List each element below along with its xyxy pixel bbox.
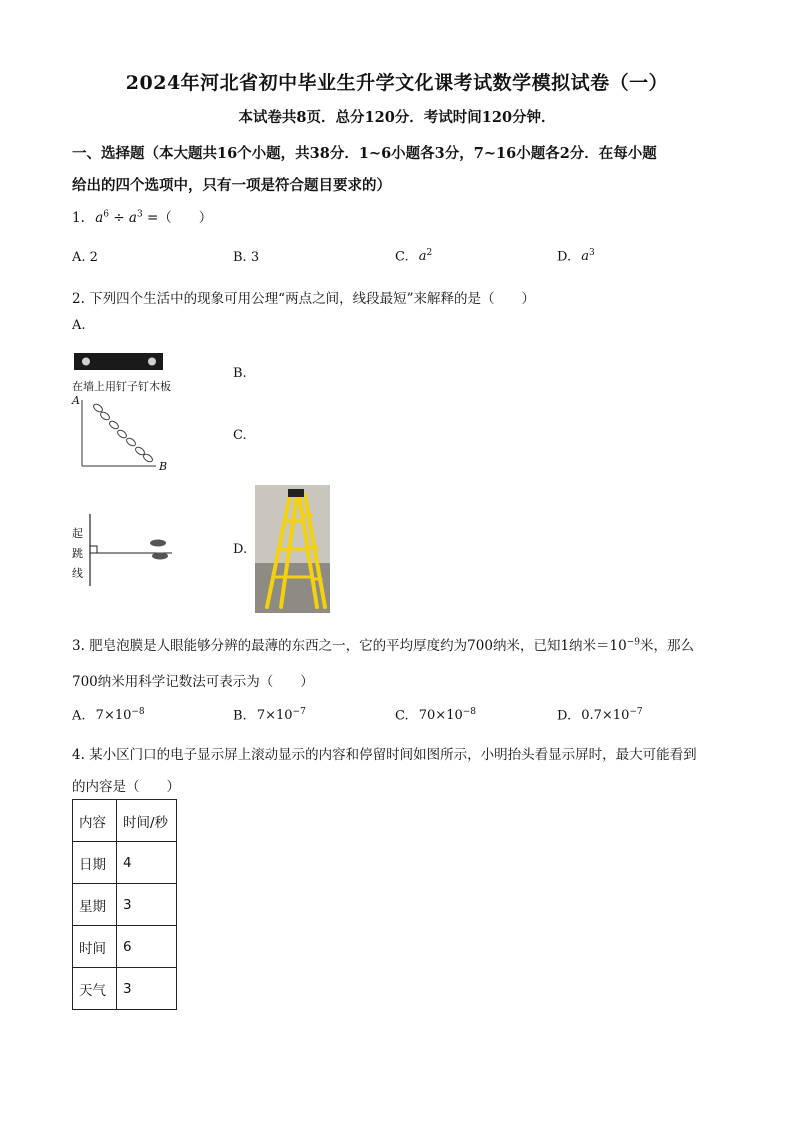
table-row bbox=[73, 926, 177, 968]
point-a-label: A bbox=[72, 394, 80, 407]
question-3-stem-line2: 700纳米用科学记数法可表示为（ ） bbox=[72, 674, 314, 690]
table-cell: 3 bbox=[117, 968, 177, 1010]
table-cell: 4 bbox=[117, 842, 177, 884]
table-row bbox=[73, 842, 177, 884]
exam-title: 2024年河北省初中毕业生升学文化课考试数学模拟试卷（一） bbox=[125, 72, 669, 94]
section-heading-line1: 一、选择题（本大题共16个小题，共38分．1~6小题各3分，7~16小题各2分．在每小题 bbox=[72, 145, 657, 162]
table-header-cell: 内容 bbox=[73, 800, 117, 842]
section-heading bbox=[72, 138, 722, 202]
table-cell: 日期 bbox=[73, 842, 117, 884]
table-row bbox=[73, 968, 177, 1010]
question-3-option-b[interactable]: B. $7\times 10^{-7}$ bbox=[233, 707, 306, 724]
table-cell: 3 bbox=[117, 884, 177, 926]
point-b-label: B bbox=[159, 460, 168, 473]
ladder-photo bbox=[255, 485, 330, 613]
nailed-board-caption: 在墙上用钉子钉木板 bbox=[72, 380, 171, 393]
display-schedule-table bbox=[72, 799, 177, 1010]
table-header-row bbox=[73, 800, 177, 842]
question-2-option-a[interactable]: A. bbox=[72, 318, 86, 333]
section-heading-line2: 给出的四个选项中，只有一项是符合题目要求的） bbox=[72, 177, 391, 194]
question-2-option-c[interactable]: C. bbox=[233, 428, 247, 443]
question-1-option-d[interactable]: D. $a^3$ bbox=[557, 248, 595, 265]
nailed-board-image bbox=[74, 352, 164, 372]
question-2-option-b[interactable]: B. bbox=[233, 366, 247, 381]
question-3-option-a[interactable]: A. $7\times 10^{-8}$ bbox=[72, 707, 145, 724]
table-row bbox=[73, 884, 177, 926]
table-cell: 6 bbox=[117, 926, 177, 968]
question-3-stem-line1: 3. 肥皂泡膜是人眼能够分辨的最薄的东西之一，它的平均厚度约为700纳米，已知1纳米$=10^{-9}$米，那么 bbox=[72, 637, 694, 654]
question-2-stem: 2. 下列四个生活中的现象可用公理“两点之间，线段最短”来解释的是（ ） bbox=[72, 291, 535, 307]
question-1-stem: 1. $a^6 \div a^3$ =（ ） bbox=[72, 209, 213, 226]
question-4-stem-line1: 4. 某小区门口的电子显示屏上滚动显示的内容和停留时间如图所示，小明抬头看显示屏时，最大可能看到 bbox=[72, 747, 697, 763]
question-1-option-c[interactable]: C. $a^2$ bbox=[395, 248, 433, 265]
question-3-option-d[interactable]: D. $0.7\times 10^{-7}$ bbox=[557, 707, 643, 724]
question-4-stem-line2: 的内容是（ ） bbox=[72, 779, 180, 795]
long-jump-figure bbox=[72, 508, 182, 588]
question-1-option-b[interactable]: B. 3 bbox=[233, 250, 260, 265]
table-cell: 天气 bbox=[73, 968, 117, 1010]
question-2-option-d[interactable]: D. bbox=[233, 542, 248, 557]
take-off-line-label: 起 跳 线 bbox=[72, 527, 83, 580]
exam-subtitle: 本试卷共8页．总分120分．考试时间120分钟． bbox=[238, 109, 556, 126]
table-header-cell: 时间/秒 bbox=[117, 800, 177, 842]
question-1-option-a[interactable]: A. 2 bbox=[72, 250, 98, 265]
table-cell: 星期 bbox=[73, 884, 117, 926]
question-3-option-c[interactable]: C. $70\times 10^{-8}$ bbox=[395, 707, 477, 724]
table-cell: 时间 bbox=[73, 926, 117, 968]
